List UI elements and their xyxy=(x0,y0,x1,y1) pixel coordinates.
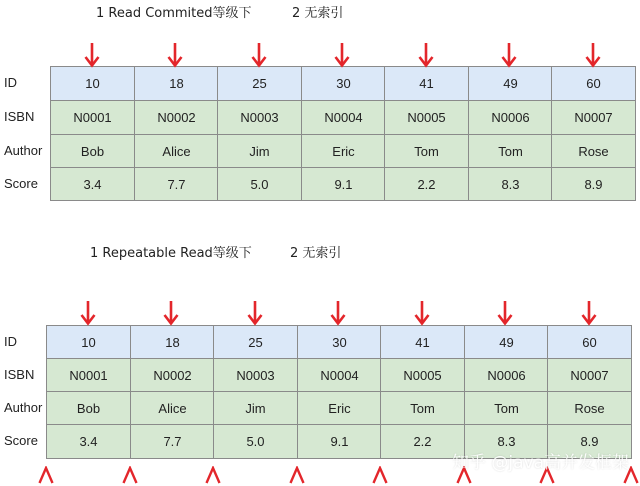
cell-id-7-t1: 60 xyxy=(551,66,636,101)
cell-id-1-t2: 10 xyxy=(46,325,131,359)
cell-isbn-1-t2: N0001 xyxy=(46,358,131,392)
down-arrow-icon xyxy=(167,42,183,68)
caret-up-icon xyxy=(372,466,388,484)
cell-isbn-6-t2: N0006 xyxy=(464,358,549,392)
down-arrow-icon xyxy=(163,300,179,326)
down-arrow-icon xyxy=(84,42,100,68)
down-arrow-icon xyxy=(581,300,597,326)
cell-author-7-t1: Rose xyxy=(551,134,636,168)
down-arrow-icon xyxy=(418,42,434,68)
down-arrow-icon xyxy=(251,42,267,68)
cell-isbn-5-t2: N0005 xyxy=(380,358,465,392)
watermark: 知乎 @java高并发框架 xyxy=(452,453,630,473)
caption-level-2: 1 Repeatable Read等级下 xyxy=(90,246,252,261)
row-label-score-1: Score xyxy=(4,176,38,191)
cell-id-5-t1: 41 xyxy=(384,66,469,101)
cell-isbn-7-t1: N0007 xyxy=(551,100,636,135)
cell-score-1-t2: 3.4 xyxy=(46,424,131,459)
caption-index-2: 2 无索引 xyxy=(290,246,342,261)
row-label-score-2: Score xyxy=(4,433,38,448)
caret-up-icon xyxy=(289,466,305,484)
cell-author-2-t2: Alice xyxy=(130,391,215,425)
cell-author-7-t2: Rose xyxy=(547,391,632,425)
cell-author-5-t1: Tom xyxy=(384,134,469,168)
cell-score-7-t2: 8.9 xyxy=(547,424,632,459)
down-arrow-icon xyxy=(585,42,601,68)
cell-score-6-t2: 8.3 xyxy=(464,424,549,459)
cell-id-3-t2: 25 xyxy=(213,325,298,359)
cell-score-4-t1: 9.1 xyxy=(301,167,386,201)
caret-up-icon xyxy=(38,466,54,484)
cell-isbn-4-t1: N0004 xyxy=(301,100,386,135)
cell-isbn-6-t1: N0006 xyxy=(468,100,553,135)
cell-score-2-t2: 7.7 xyxy=(130,424,215,459)
cell-isbn-4-t2: N0004 xyxy=(297,358,382,392)
cell-author-3-t2: Jim xyxy=(213,391,298,425)
cell-author-6-t1: Tom xyxy=(468,134,553,168)
cell-score-1-t1: 3.4 xyxy=(50,167,135,201)
cell-id-4-t2: 30 xyxy=(297,325,382,359)
row-label-isbn-2: ISBN xyxy=(4,367,35,382)
row-label-id-1: ID xyxy=(4,75,17,90)
cell-id-7-t2: 60 xyxy=(547,325,632,359)
cell-isbn-7-t2: N0007 xyxy=(547,358,632,392)
down-arrow-icon xyxy=(501,42,517,68)
down-arrow-icon xyxy=(80,300,96,326)
down-arrow-icon xyxy=(414,300,430,326)
cell-author-4-t1: Eric xyxy=(301,134,386,168)
cell-id-5-t2: 41 xyxy=(380,325,465,359)
cell-score-3-t1: 5.0 xyxy=(217,167,302,201)
cell-isbn-3-t1: N0003 xyxy=(217,100,302,135)
cell-score-7-t1: 8.9 xyxy=(551,167,636,201)
cell-author-3-t1: Jim xyxy=(217,134,302,168)
cell-id-6-t1: 49 xyxy=(468,66,553,101)
down-arrow-icon xyxy=(334,42,350,68)
caret-up-icon xyxy=(205,466,221,484)
cell-isbn-2-t2: N0002 xyxy=(130,358,215,392)
cell-score-2-t1: 7.7 xyxy=(134,167,219,201)
cell-author-6-t2: Tom xyxy=(464,391,549,425)
cell-id-4-t1: 30 xyxy=(301,66,386,101)
cell-score-5-t2: 2.2 xyxy=(380,424,465,459)
cell-author-1-t1: Bob xyxy=(50,134,135,168)
caret-up-icon xyxy=(122,466,138,484)
cell-id-3-t1: 25 xyxy=(217,66,302,101)
cell-score-6-t1: 8.3 xyxy=(468,167,553,201)
down-arrow-icon xyxy=(497,300,513,326)
cell-id-2-t2: 18 xyxy=(130,325,215,359)
cell-author-1-t2: Bob xyxy=(46,391,131,425)
cell-isbn-5-t1: N0005 xyxy=(384,100,469,135)
caption-level-1: 1 Read Commited等级下 xyxy=(96,6,252,21)
cell-id-1-t1: 10 xyxy=(50,66,135,101)
down-arrow-icon xyxy=(247,300,263,326)
cell-author-4-t2: Eric xyxy=(297,391,382,425)
cell-author-2-t1: Alice xyxy=(134,134,219,168)
row-label-id-2: ID xyxy=(4,334,17,349)
cell-score-5-t1: 2.2 xyxy=(384,167,469,201)
cell-isbn-1-t1: N0001 xyxy=(50,100,135,135)
cell-id-2-t1: 18 xyxy=(134,66,219,101)
row-label-author-2: Author xyxy=(4,400,43,415)
cell-isbn-2-t1: N0002 xyxy=(134,100,219,135)
cell-author-5-t2: Tom xyxy=(380,391,465,425)
caption-index-1: 2 无索引 xyxy=(292,6,344,21)
cell-id-6-t2: 49 xyxy=(464,325,549,359)
cell-isbn-3-t2: N0003 xyxy=(213,358,298,392)
down-arrow-icon xyxy=(330,300,346,326)
row-label-author-1: Author xyxy=(4,143,43,158)
row-label-isbn-1: ISBN xyxy=(4,109,35,124)
cell-score-3-t2: 5.0 xyxy=(213,424,298,459)
cell-score-4-t2: 9.1 xyxy=(297,424,382,459)
